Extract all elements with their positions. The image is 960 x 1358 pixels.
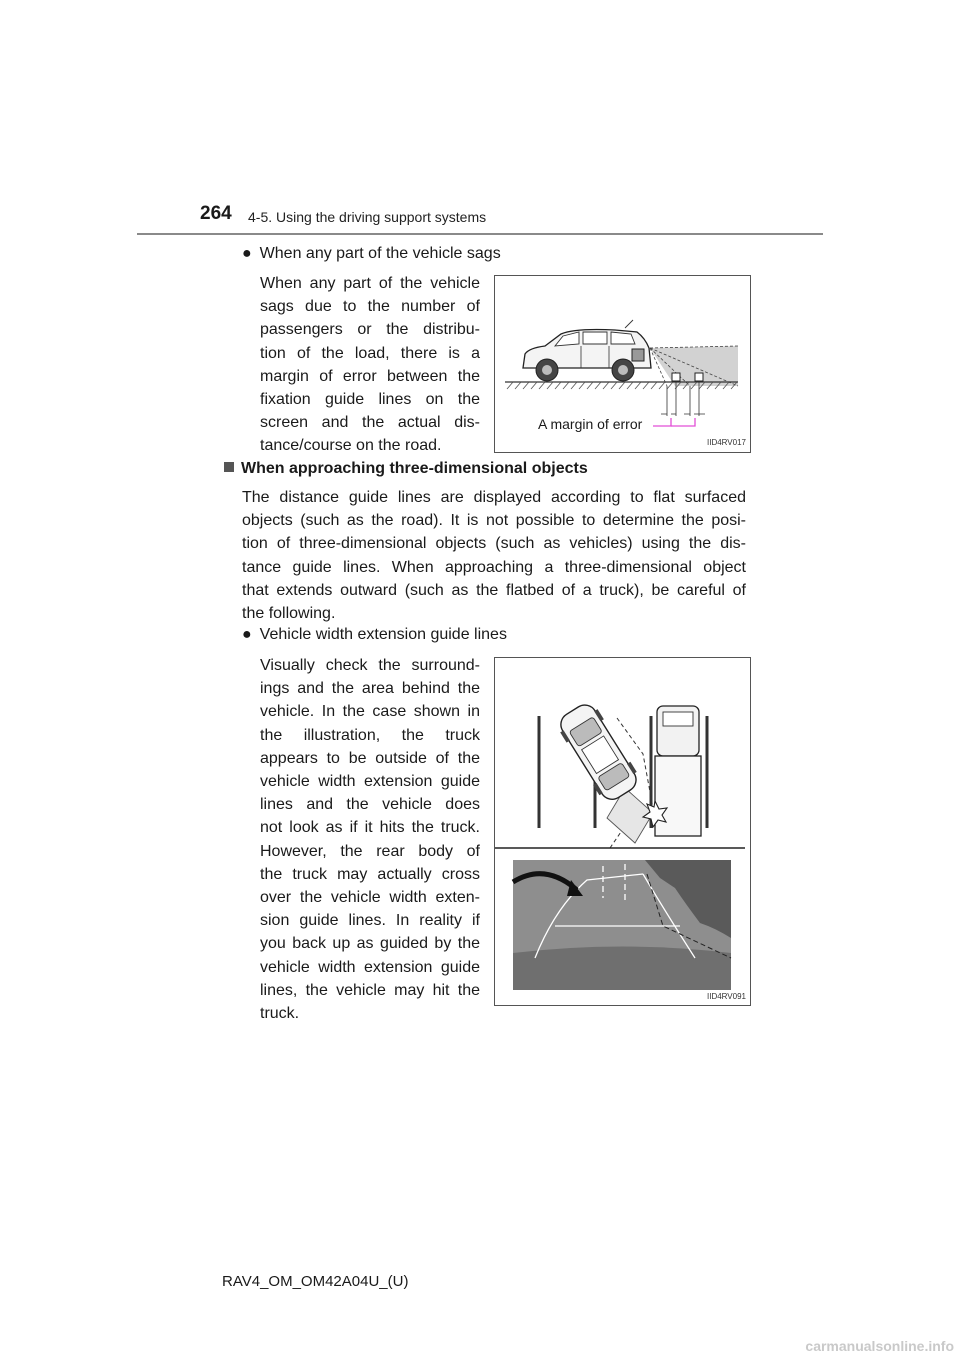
watermark: carmanualsonline.info [805, 1338, 954, 1354]
sag-line: When any part of the vehicle [260, 275, 480, 292]
width-line: the illustration, the truck [260, 726, 480, 744]
three-d-paragraph [242, 486, 746, 625]
sag-figure [494, 275, 751, 453]
three-d-line: The distance guide lines are displayed according to flat surfaced [242, 489, 746, 506]
width-guides-bullet [242, 624, 507, 646]
three-d-line: that extends outward (such as the flatbed of a truck), be careful of [242, 581, 746, 599]
page-number: 264 [200, 203, 232, 224]
width-line: the truck may actually cross [260, 865, 480, 883]
width-line: Visually check the surround- [260, 657, 480, 674]
width-line: vehicle. In the case shown in [260, 703, 480, 721]
heading-square-icon [224, 462, 234, 472]
three-d-heading [224, 458, 588, 480]
sag-line: tance/course on the road. [260, 437, 442, 455]
header-rule [137, 233, 823, 235]
width-guides-bullet-text: Vehicle width extension guide lines [259, 626, 507, 643]
section-title: 4-5. Using the driving support systems [248, 209, 487, 225]
sag-line: sags due to the number of [260, 298, 480, 316]
sag-bullet [242, 243, 501, 265]
width-line: over the vehicle width exten- [260, 889, 480, 907]
sag-line: passengers or the distribu- [260, 321, 480, 339]
width-guides-paragraph [260, 654, 480, 1025]
sag-bullet-text: When any part of the vehicle sags [259, 245, 501, 262]
three-d-line: objects (such as the road). It is not possible to determine the posi- [242, 512, 746, 530]
width-line: you back up as guided by the [260, 935, 480, 953]
figure-code: IID4RV091 [707, 992, 746, 1001]
three-d-line: tion of three-dimensional objects (such as vehicles) using the dis- [242, 535, 746, 553]
sag-line: fixation guide lines on the [260, 391, 480, 409]
sag-line: tion of the load, there is a [260, 344, 480, 362]
three-d-heading-text: When approaching three-dimensional objects [241, 460, 588, 477]
truck-illustration [495, 658, 750, 1005]
margin-of-error-label: A margin of error [538, 416, 643, 432]
three-d-line: tance guide lines. When approaching a three-dimensional object [242, 558, 746, 576]
width-line: ings and the area behind the [260, 680, 480, 698]
sag-line: screen and the actual dis- [260, 414, 480, 432]
figure-code: IID4RV017 [707, 438, 746, 447]
footer-document-id: RAV4_OM_OM42A04U_(U) [222, 1273, 409, 1290]
three-d-line: the following. [242, 605, 336, 623]
width-line: lines, the vehicle may hit the [260, 981, 480, 999]
bullet-dot-icon: ● [242, 245, 252, 262]
width-guides-figure [494, 657, 751, 1006]
width-line: However, the rear body of [260, 842, 480, 860]
sag-paragraph [260, 272, 480, 458]
width-line: truck. [260, 1005, 300, 1023]
width-line: appears to be outside of the [260, 749, 480, 767]
sag-line: margin of error between the [260, 367, 480, 385]
width-line: vehicle width extension guide [260, 773, 480, 791]
bullet-dot-icon: ● [242, 626, 252, 643]
width-line: vehicle width extension guide [260, 958, 480, 976]
width-line: sion guide lines. In reality if [260, 912, 480, 930]
width-line: lines and the vehicle does [260, 796, 480, 814]
width-line: not look as if it hits the truck. [260, 819, 480, 837]
